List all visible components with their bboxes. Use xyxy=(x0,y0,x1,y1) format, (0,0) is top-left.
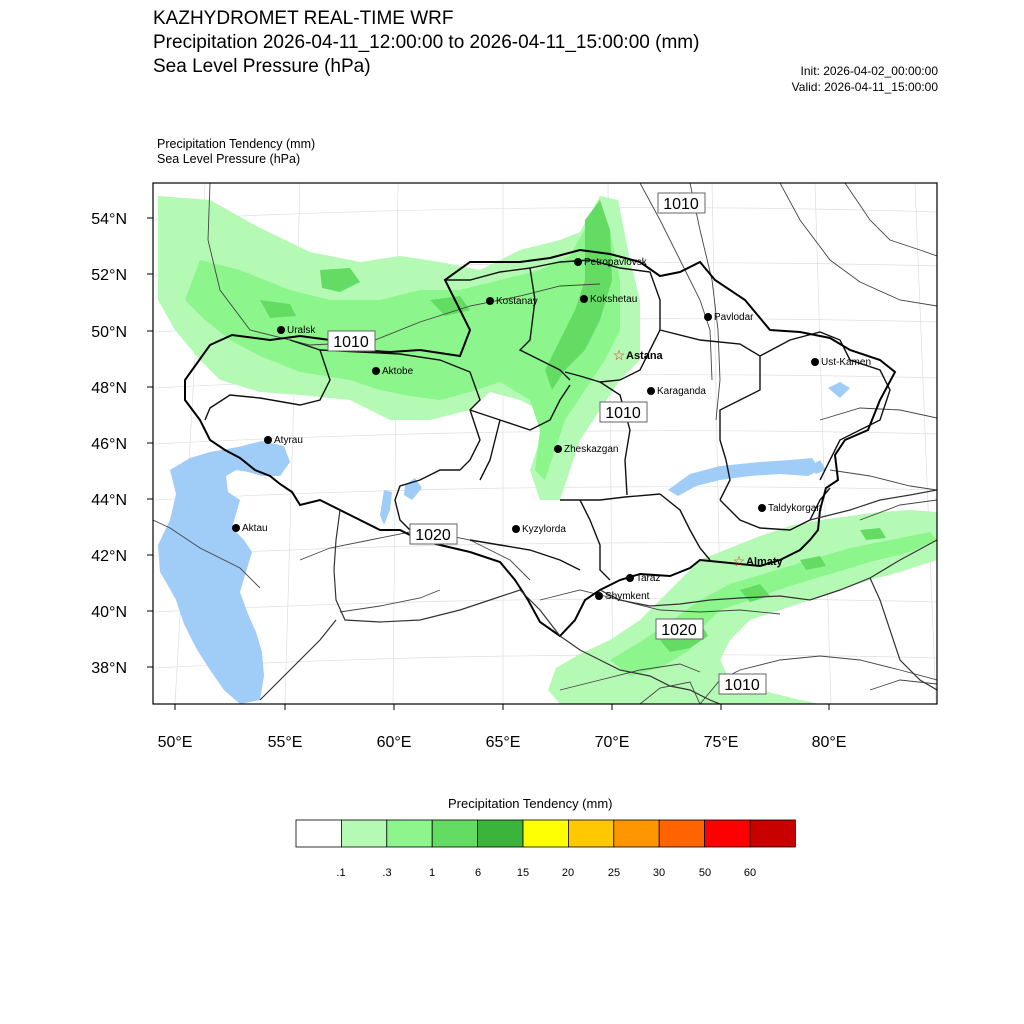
zaysan-lake xyxy=(828,382,850,398)
svg-text:Taraz: Taraz xyxy=(636,573,661,584)
lon-label: 55°E xyxy=(267,734,303,751)
lat-label: 48°N xyxy=(91,380,127,397)
star-icon: ☆ xyxy=(732,553,746,569)
city-taldykorgan xyxy=(758,503,822,514)
svg-text:Zheskazgan: Zheskazgan xyxy=(564,444,619,455)
valid-time: Valid: 2026-04-11_15:00:00 xyxy=(791,80,938,94)
colorbar-tick: .1 xyxy=(336,867,346,879)
isobar-label xyxy=(658,193,705,213)
svg-text:Karaganda: Karaganda xyxy=(657,386,706,397)
balkhash-lake xyxy=(668,458,820,496)
lon-label: 60°E xyxy=(376,734,412,751)
isobar-label xyxy=(719,674,766,694)
lon-label: 50°E xyxy=(157,734,193,751)
svg-text:Pavlodar: Pavlodar xyxy=(714,312,754,323)
lon-label: 70°E xyxy=(594,734,630,751)
colorbar-box xyxy=(387,820,432,847)
lon-label: 65°E xyxy=(485,734,521,751)
colorbar-box xyxy=(341,820,386,847)
svg-text:Atyrau: Atyrau xyxy=(274,435,303,446)
colorbar-tick: .3 xyxy=(382,867,392,879)
colorbar-box xyxy=(568,820,613,847)
svg-text:Shymkent: Shymkent xyxy=(605,591,650,602)
city-taraz xyxy=(626,573,660,584)
lon-labels xyxy=(158,734,847,751)
lat-label: 42°N xyxy=(91,548,127,565)
colorbar-tick: 60 xyxy=(743,867,757,879)
lat-label: 52°N xyxy=(91,267,127,284)
colorbar-tick: 6 xyxy=(474,867,482,879)
star-icon: ☆ xyxy=(612,347,626,363)
colorbar-tick: 30 xyxy=(652,867,666,879)
city-shymkent xyxy=(595,591,650,602)
svg-text:Taldykorgan: Taldykorgan xyxy=(768,503,822,514)
svg-text:1010: 1010 xyxy=(333,334,369,351)
colorbar-box xyxy=(614,820,659,847)
lat-label: 44°N xyxy=(91,492,127,509)
colorbar-tick: 15 xyxy=(516,867,530,879)
colorbar-tick: 1 xyxy=(428,867,436,879)
isobar-label xyxy=(656,619,703,639)
svg-text:1010: 1010 xyxy=(605,405,641,422)
svg-text:Kyzylorda: Kyzylorda xyxy=(522,524,566,535)
city-almaty xyxy=(733,553,784,569)
city-astana xyxy=(613,347,664,363)
colorbar-tick: 50 xyxy=(698,867,712,879)
lat-label: 38°N xyxy=(91,660,127,677)
lon-label: 75°E xyxy=(703,734,739,751)
svg-text:Petropavlovsk: Petropavlovsk xyxy=(584,257,647,268)
caspian-sea xyxy=(158,441,290,704)
field-label-precip: Precipitation Tendency (mm) xyxy=(157,137,316,151)
svg-text:1020: 1020 xyxy=(661,622,697,639)
colorbar-box xyxy=(523,820,568,847)
svg-text:Astana: Astana xyxy=(626,350,663,362)
city-pavlodar xyxy=(704,312,754,323)
city-petropavlovsk xyxy=(574,257,648,268)
colorbar-box xyxy=(432,820,477,847)
city-karaganda xyxy=(647,386,706,397)
field-label-slp: Sea Level Pressure (hPa) xyxy=(157,152,301,166)
svg-text:Aktobe: Aktobe xyxy=(382,366,414,377)
city-ust-kamen xyxy=(811,357,871,368)
colorbar-tick: 20 xyxy=(561,867,575,879)
svg-text:1010: 1010 xyxy=(663,196,699,213)
lon-label: 80°E xyxy=(811,734,847,751)
lat-label: 50°N xyxy=(91,324,127,341)
colorbar-box xyxy=(296,820,341,847)
svg-text:Kokshetau: Kokshetau xyxy=(590,294,638,305)
colorbar-title: Precipitation Tendency (mm) xyxy=(448,796,613,811)
svg-text:Uralsk: Uralsk xyxy=(287,325,316,336)
lat-label: 40°N xyxy=(91,604,127,621)
svg-text:1010: 1010 xyxy=(724,677,760,694)
svg-text:Almaty: Almaty xyxy=(746,556,783,568)
init-time: Init: 2026-04-02_00:00:00 xyxy=(800,64,938,78)
svg-text:Aktau: Aktau xyxy=(242,523,268,534)
colorbar-box xyxy=(478,820,523,847)
lat-labels xyxy=(91,211,127,677)
chart-subtitle-slp: Sea Level Pressure (hPa) xyxy=(153,56,371,77)
isobar-label xyxy=(600,402,647,422)
colorbar-box xyxy=(659,820,704,847)
colorbar xyxy=(296,820,795,847)
city-zheskazgan xyxy=(554,444,618,455)
chart-subtitle-precip: Precipitation 2026-04-11_12:00:00 to 2026-04-11_15:00:00 (mm) xyxy=(153,32,700,53)
lat-label: 46°N xyxy=(91,436,127,453)
isobar-label xyxy=(410,524,457,544)
colorbar-box xyxy=(705,820,750,847)
city-kyzylorda xyxy=(512,524,566,535)
svg-text:1020: 1020 xyxy=(415,527,451,544)
svg-text:Kostanay: Kostanay xyxy=(496,296,538,307)
colorbar-box xyxy=(750,820,795,847)
chart-title: KAZHYDROMET REAL-TIME WRF xyxy=(153,8,454,29)
colorbar-tick: 25 xyxy=(607,867,621,879)
city-aktau xyxy=(232,523,268,534)
svg-text:Ust-Kamen: Ust-Kamen xyxy=(821,357,872,368)
lat-label: 54°N xyxy=(91,211,127,228)
isobar-label xyxy=(328,331,375,351)
